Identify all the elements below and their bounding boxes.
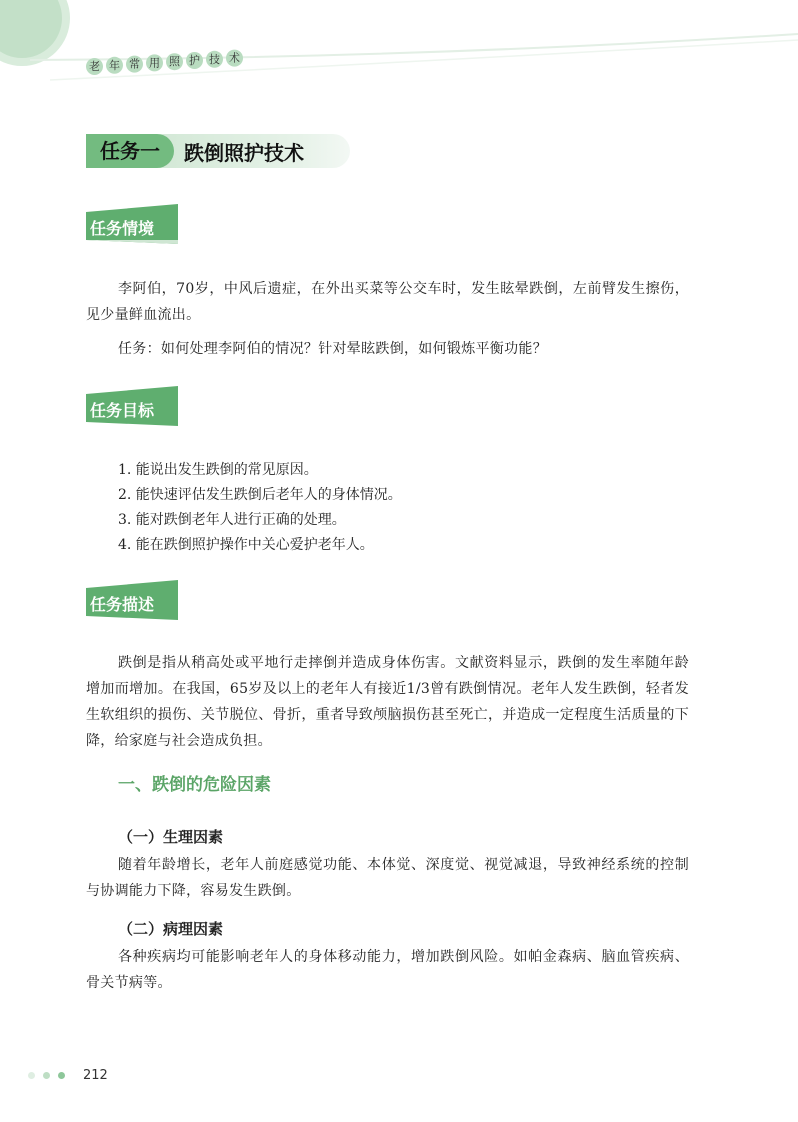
- section-label: 任务描述: [90, 595, 155, 614]
- header-char: 护: [186, 52, 203, 69]
- list-item: 3. 能对跌倒老年人进行正确的处理。: [118, 512, 346, 528]
- section-tag-goals: [86, 386, 178, 426]
- goals-list: [118, 458, 402, 558]
- situation-paragraph-2: 任务：如何处理李阿伯的情况？针对晕眩跌倒，如何锻炼平衡功能？: [118, 341, 547, 357]
- header-char: 老: [86, 58, 103, 75]
- section-label: 任务情境: [90, 219, 155, 238]
- task-title-banner: [86, 134, 350, 168]
- header-char: 术: [226, 50, 243, 67]
- header-char: 照: [166, 53, 183, 70]
- pathological-factors-text: 各种疾病均可能影响老年人的身体移动能力，增加跌倒风险。如帕金森病、脑血管疾病、骨关节病等。: [86, 949, 689, 991]
- physiological-factors-heading: （一）生理因素: [118, 828, 224, 846]
- header-char: 年: [106, 57, 123, 74]
- list-item: 1. 能说出发生跌倒的常见原因。: [118, 462, 318, 478]
- list-item: 2. 能快速评估发生跌倒后老年人的身体情况。: [118, 487, 402, 503]
- decorative-dot: [43, 1072, 50, 1079]
- decorative-dot: [58, 1072, 65, 1079]
- situation-paragraph-1: 李阿伯，70岁，中风后遗症，在外出买菜等公交车时，发生眩晕跌倒，左前臂发生擦伤，见少量鲜血流出。: [86, 281, 689, 323]
- section-tag-description: [86, 580, 178, 620]
- header-char: 用: [146, 54, 163, 71]
- task-title: 跌倒照护技术: [184, 140, 304, 165]
- task-number: 任务一: [86, 134, 174, 168]
- header-char: 技: [206, 51, 223, 68]
- risk-factors-heading: 一、跌倒的危险因素: [118, 775, 271, 795]
- description-paragraph: 跌倒是指从稍高处或平地行走摔倒并造成身体伤害。文献资料显示，跌倒的发生率随年龄增加而增加。在我国，65岁及以上的老年人有接近1/3曾有跌倒情况。老年人发生跌倒，轻者发生软组织的损伤、关节脱位、骨折，重者导致颅脑损伤甚至死亡，并造成一定程度生活质量的下降，给家庭与社会造成负担。: [86, 655, 689, 749]
- running-header: [86, 51, 243, 75]
- section-label: 任务目标: [90, 401, 155, 420]
- corner-decoration: [0, 0, 798, 110]
- pathological-factors-heading: （二）病理因素: [118, 920, 224, 938]
- decorative-dot: [28, 1072, 35, 1079]
- list-item: 4. 能在跌倒照护操作中关心爱护老年人。: [118, 537, 374, 553]
- page-number: 212: [83, 1068, 108, 1083]
- section-tag-situation: [86, 204, 178, 244]
- page-footer: [28, 1068, 108, 1083]
- header-char: 常: [126, 56, 143, 73]
- physiological-factors-text: 随着年龄增长，老年人前庭感觉功能、本体觉、深度觉、视觉减退，导致神经系统的控制与协调能力下降，容易发生跌倒。: [86, 857, 689, 899]
